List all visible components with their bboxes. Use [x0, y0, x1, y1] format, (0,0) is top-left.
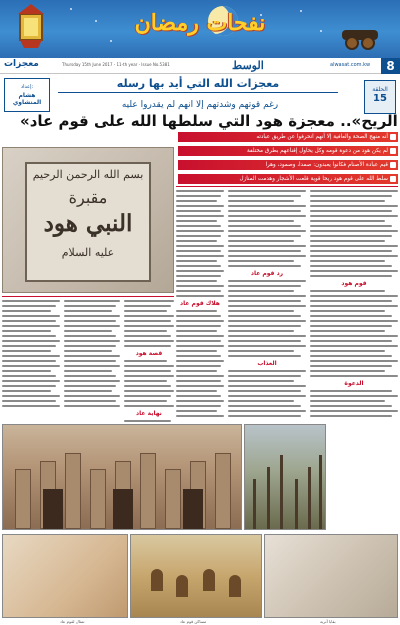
text-line [310, 270, 398, 272]
text-line [310, 395, 398, 397]
author-box [4, 78, 50, 112]
text-line [124, 320, 171, 322]
text-line [176, 310, 217, 312]
bullet-square-icon [390, 162, 396, 168]
author-name: هشام المنشاوي [12, 92, 42, 106]
series-divider [58, 92, 338, 93]
page-number: 8 [381, 58, 400, 74]
text-line [176, 345, 224, 347]
bullet-item [178, 174, 398, 184]
text-line [176, 410, 217, 412]
text-line [2, 370, 51, 372]
episode-label: الحلقة [372, 86, 388, 93]
text-line [228, 205, 306, 207]
doorway [183, 489, 203, 529]
ramadan-banner [0, 0, 400, 58]
cannon-icon [338, 24, 386, 50]
text-line [176, 210, 221, 212]
text-line [228, 225, 301, 227]
ruins-photo [264, 534, 398, 618]
text-line [176, 280, 217, 282]
text-line [124, 365, 174, 367]
text-line [176, 385, 224, 387]
text-line [2, 360, 56, 362]
text-line [176, 190, 224, 192]
text-line [228, 210, 301, 212]
text-line [310, 350, 385, 352]
text-line [176, 375, 224, 377]
text-line [310, 410, 398, 412]
photo-caption: تمثال لقوم عاد [60, 619, 85, 624]
text-line [228, 235, 301, 237]
text-line [176, 325, 221, 327]
text-line [228, 255, 306, 257]
text-line [64, 330, 112, 332]
section-subhead: قصة هود [135, 350, 163, 357]
text-line [2, 355, 60, 357]
text-line [310, 290, 385, 292]
text-line [228, 280, 306, 282]
cliff-niche [203, 569, 215, 591]
text-line [228, 350, 294, 352]
banner-title: نفحات رمضان [134, 10, 266, 36]
bullet-text: قيم عبادة الأصنام فكانوا يعبدون: صمدا، وصمود، وهرا [265, 162, 388, 168]
text-line [176, 340, 221, 342]
text-line [2, 405, 60, 407]
tree-trunk [308, 467, 311, 529]
text-line [64, 405, 120, 407]
tree-trunk [280, 455, 283, 529]
text-line [228, 330, 294, 332]
text-line [310, 210, 392, 212]
text-line [124, 385, 171, 387]
inscription-line: بسم الله الرحمن الرحيم [32, 168, 144, 181]
text-line [310, 245, 398, 247]
pillar [15, 469, 31, 529]
text-line [310, 365, 392, 367]
text-line [176, 370, 217, 372]
text-line [228, 215, 306, 217]
statue-photo [2, 534, 128, 618]
article-headline: «الريح».. معجزة هود التي سلطها الله على قوم عاد [20, 112, 398, 130]
section-subhead: هلاك قوم عاد [180, 300, 220, 307]
text-line [176, 330, 217, 332]
text-line [228, 325, 301, 327]
text-line [2, 345, 56, 347]
text-line [310, 340, 392, 342]
text-line [176, 415, 224, 417]
inscription-line: مقبرة [68, 188, 108, 207]
newspaper-logo: الوسط [232, 59, 264, 72]
series-title: معجزات الله التي أيد بها رسله [116, 77, 280, 90]
text-line [64, 370, 112, 372]
text-line [228, 260, 294, 262]
text-line [124, 395, 171, 397]
text-column [176, 190, 224, 422]
text-column [2, 300, 60, 422]
text-line [2, 300, 60, 302]
text-line [124, 340, 174, 342]
palm-grove-photo [244, 424, 326, 530]
text-line [2, 330, 51, 332]
text-line [176, 365, 221, 367]
text-line [124, 380, 167, 382]
pillar [215, 453, 231, 529]
text-line [310, 250, 392, 252]
pillar [90, 469, 106, 529]
pillar [165, 469, 181, 529]
text-line [64, 335, 116, 337]
text-line [176, 355, 221, 357]
section-subhead: العذاب [257, 360, 277, 367]
text-line [124, 330, 167, 332]
text-line [124, 400, 167, 402]
bullet-square-icon [390, 176, 396, 182]
text-line [176, 255, 224, 257]
column-rule [2, 296, 174, 297]
text-line [310, 335, 398, 337]
text-line [176, 245, 224, 247]
text-line [176, 220, 217, 222]
tree-trunk [295, 479, 298, 529]
doorway [43, 489, 63, 529]
text-line [2, 320, 56, 322]
episode-badge [364, 80, 396, 114]
pillar [65, 453, 81, 529]
text-line [176, 195, 221, 197]
text-line [124, 345, 171, 347]
text-line [228, 240, 294, 242]
article-subhead: رغم قوتهم وشدتهم إلا انهم لم يقدروا عليه [121, 100, 279, 110]
text-line [228, 345, 306, 347]
bullet-item [178, 132, 398, 142]
text-line [64, 380, 120, 382]
section-label: معجزات [4, 59, 39, 69]
text-line [228, 340, 301, 342]
bullet-text: لم يكن هود من دعوة قومه وكل يحاول إقناعهم بطرق مختلفة [247, 148, 388, 154]
text-line [310, 230, 398, 232]
text-line [64, 340, 120, 342]
text-line [2, 400, 56, 402]
text-line [310, 320, 398, 322]
text-line [124, 325, 174, 327]
text-line [310, 205, 398, 207]
text-line [228, 405, 301, 407]
text-line [228, 295, 306, 297]
text-line [64, 305, 116, 307]
tree-trunk [267, 467, 270, 529]
temple-ruins-photo [2, 424, 242, 530]
text-line [124, 390, 174, 392]
text-line [228, 250, 301, 252]
text-line [228, 315, 301, 317]
text-column [228, 190, 306, 422]
text-line [124, 310, 167, 312]
text-line [228, 370, 306, 372]
inscription-line: عليه السلام [61, 246, 115, 259]
text-line [176, 395, 221, 397]
text-line [176, 265, 221, 267]
text-line [228, 230, 306, 232]
text-line [176, 400, 224, 402]
text-line [228, 310, 294, 312]
text-line [2, 335, 56, 337]
text-line [176, 275, 221, 277]
text-line [2, 365, 60, 367]
text-line [176, 315, 221, 317]
text-line [2, 375, 56, 377]
text-line [310, 370, 385, 372]
text-line [2, 350, 51, 352]
text-line [228, 400, 294, 402]
photo-caption: بقايا أثرية [320, 619, 336, 624]
text-line [310, 415, 392, 417]
text-line [310, 305, 398, 307]
text-line [2, 340, 60, 342]
text-line [176, 380, 221, 382]
text-line [176, 240, 217, 242]
text-line [64, 310, 112, 312]
text-line [124, 370, 171, 372]
text-line [124, 300, 174, 302]
text-line [2, 310, 51, 312]
photo-caption: مساكن قوم عاد [180, 619, 207, 624]
text-line [176, 250, 221, 252]
tomb-inscription-photo [2, 147, 174, 293]
text-line [228, 395, 306, 397]
text-line [228, 265, 301, 267]
text-line [64, 300, 120, 302]
text-line [228, 200, 294, 202]
text-line [176, 390, 217, 392]
text-line [176, 230, 224, 232]
text-line [176, 335, 224, 337]
cliff-niche [176, 575, 188, 597]
text-line [310, 375, 398, 377]
episode-number: 15 [373, 93, 387, 104]
text-line [64, 325, 120, 327]
text-line [124, 315, 174, 317]
text-line [64, 355, 120, 357]
text-line [310, 400, 385, 402]
text-line [310, 360, 398, 362]
text-line [310, 190, 398, 192]
text-line [176, 215, 224, 217]
text-line [2, 305, 56, 307]
text-line [310, 405, 392, 407]
text-line [228, 305, 306, 307]
text-line [64, 375, 116, 377]
text-line [124, 360, 167, 362]
text-line [310, 255, 398, 257]
text-line [228, 390, 301, 392]
text-line [2, 390, 51, 392]
text-line [228, 195, 301, 197]
bullet-square-icon [390, 134, 396, 140]
text-line [310, 215, 398, 217]
bullet-item [178, 160, 398, 170]
text-line [2, 380, 60, 382]
text-line [64, 390, 112, 392]
text-line [228, 335, 306, 337]
text-line [64, 400, 116, 402]
cliff-niche [229, 575, 241, 597]
text-line [176, 360, 224, 362]
author-label: إعداد: [20, 84, 34, 90]
section-subhead: نهاية عاد [136, 410, 162, 417]
text-line [176, 405, 221, 407]
text-line [228, 190, 306, 192]
text-line [124, 420, 171, 422]
bullet-square-icon [390, 148, 396, 154]
dateline: Thursday 15th June 2017 - 11-th year - Issue No.5381 [62, 62, 170, 67]
pillar [140, 453, 156, 529]
text-line [176, 295, 224, 297]
text-line [64, 385, 116, 387]
text-line [2, 385, 56, 387]
text-line [310, 240, 385, 242]
text-line [310, 265, 392, 267]
tree-trunk [319, 455, 322, 529]
text-line [176, 270, 224, 272]
highlight-bullets [178, 132, 398, 188]
text-column [64, 300, 120, 422]
text-line [176, 200, 217, 202]
text-line [176, 205, 224, 207]
bullet-text: سلط الله على قوم هود ريحا قوية قلعت الأشجار وهدمت المنازل [239, 176, 388, 182]
text-line [310, 315, 392, 317]
text-line [176, 285, 224, 287]
text-line [310, 195, 392, 197]
text-line [228, 245, 306, 247]
text-line [64, 345, 116, 347]
text-line [228, 375, 301, 377]
column-rule [176, 186, 398, 187]
inscription-line: النبي هود [43, 210, 133, 237]
text-line [64, 350, 112, 352]
text-line [64, 365, 120, 367]
cliff-dwellings-photo [130, 534, 262, 618]
text-line [64, 320, 116, 322]
text-line [228, 380, 294, 382]
text-line [228, 415, 301, 417]
text-line [228, 220, 294, 222]
text-line [310, 220, 385, 222]
text-line [310, 355, 392, 357]
text-line [228, 285, 301, 287]
text-line [228, 320, 306, 322]
text-line [310, 200, 385, 202]
website-link[interactable]: alwasat.com.kw [330, 62, 371, 68]
text-line [124, 405, 174, 407]
section-subhead: رد قوم عاد [250, 270, 284, 277]
text-line [176, 320, 224, 322]
text-column [124, 300, 174, 422]
text-line [64, 315, 120, 317]
text-line [310, 275, 392, 277]
text-line [310, 235, 392, 237]
bullet-text: أنه منهج الصحة والعافية إلا أنهم انحرفوا عن طريق عبادته [256, 134, 388, 140]
text-line [310, 295, 398, 297]
text-line [310, 300, 392, 302]
text-line [64, 360, 116, 362]
text-line [310, 260, 385, 262]
text-line [228, 410, 306, 412]
text-line [176, 260, 217, 262]
text-line [310, 345, 398, 347]
text-line [124, 335, 171, 337]
text-line [2, 325, 60, 327]
text-line [310, 225, 392, 227]
text-line [310, 310, 385, 312]
section-subhead: الدعوة [344, 380, 364, 387]
text-line [228, 290, 294, 292]
text-line [310, 330, 385, 332]
text-line [176, 290, 221, 292]
text-line [228, 300, 301, 302]
text-line [2, 395, 60, 397]
text-line [310, 325, 392, 327]
lantern-icon [14, 2, 48, 52]
doorway [113, 489, 133, 529]
text-line [2, 315, 60, 317]
text-column [310, 190, 398, 422]
text-line [176, 225, 221, 227]
text-line [176, 350, 217, 352]
bullet-item [178, 146, 398, 156]
cliff-niche [151, 569, 163, 591]
text-line [124, 375, 174, 377]
section-subhead: قوم هود [341, 280, 367, 287]
text-line [228, 385, 306, 387]
text-line [310, 390, 392, 392]
text-line [124, 305, 171, 307]
text-line [228, 355, 301, 357]
text-line [176, 235, 221, 237]
tree-trunk [253, 479, 256, 529]
text-line [64, 395, 120, 397]
